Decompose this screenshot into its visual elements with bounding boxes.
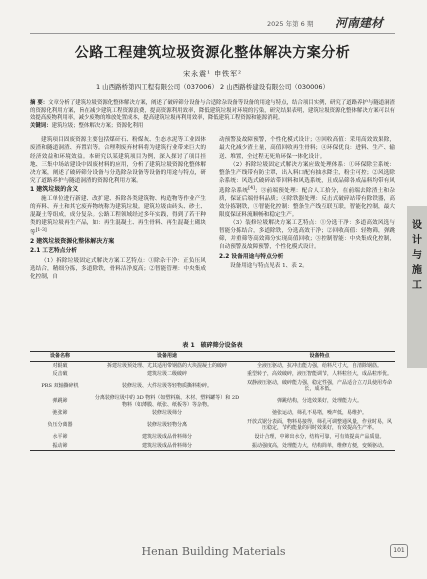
magazine-name: 河南建材 — [335, 16, 384, 30]
cell-name: 水平筛 — [52, 433, 68, 440]
table-row — [30, 370, 395, 379]
cell-feature: 双静液压驱动，破碎能力强，稳定性强，产品适合立刀具使用寿命长，成本低。 — [246, 379, 392, 393]
cell-name: 弹跳筛 — [52, 398, 68, 405]
table-row — [30, 433, 395, 442]
cell-use: 建筑垃圾成品骨料筛分 — [141, 433, 192, 440]
cell-feature: 全液压驱动，抗冲击能力强，给料尺寸大，自清除钢筋。 — [256, 362, 382, 369]
left-column — [30, 136, 206, 280]
right-column — [219, 136, 395, 280]
keywords-label: 关键词： — [30, 122, 52, 129]
definition-text: 施工单位进行新建、改扩建、拆除各类建筑物、构造物等作业产生的弃料、弃土和其它废弃物统称为建筑垃圾。建筑垃圾由砖头、砂土、混凝土等组成，成分复杂。公路工程领域经过多年实践，得到了若干种类的建筑垃圾再生产品，如：再生混凝土、再生骨料、再生混凝土砌块等 — [30, 196, 206, 237]
two-column-body — [30, 136, 395, 280]
abstract — [30, 100, 395, 130]
section-sidebar-tab — [407, 206, 427, 368]
system-text: （2）拆除垃圾固定式解决方案应致处理体系：①环保除尘系统：整条生产线带有防尘罩，出入料口配有抽水降尘，粉尘可控；②风选除杂系统：风选式破碎站带回料和风选系统，且成品筛各成品料均带有风选除杂系统 — [219, 161, 395, 194]
process-paragraph: （1）拆除垃圾固定式解决方案工艺特点：①除杂干净：正负压风选结合，精细分拣，多道除铁，骨料洁净度高；②智能管理：中央集成化控制，自 — [30, 257, 206, 280]
subsection-heading-2-2: 2.2 设备用途与特点分析 — [219, 253, 284, 260]
abstract-text: 文章分析了建筑垃圾资源化整体解决方案，阐述了破碎筛分设备与合适除杂设备等设备的用途与特点，结合项目实例，研究了道路养护与隧道洞渣的资源化利用方案，旨在减少建筑工程资源浪费，提高资源利用效率，降低建筑垃圾对环境的污染，研究结果表明，建筑垃圾资源化整体解决方案可以有效提高废物利用率，减少废物的堆放处置成本，提高建筑垃圾再利用效率，降低建筑工程资源和能源消耗。 — [30, 100, 395, 122]
cell-use: 分离装修垃圾中的 3D 物料（如塑料瓶、木材、塑料罐等）和 2D 物料（如薄膜、纸张、纸板等）等杂物。 — [94, 394, 240, 408]
issue-label: 2025 年第 6 期 — [267, 20, 314, 28]
table-reference: 设备用途与特点见表 1、表 2。 — [230, 262, 308, 269]
decoration-paragraph: （3）装修垃圾解决方案工艺特点：①分选干净：多道高效风选与智能分拣结合，多道除铁，分选高效干净；②回收高值：轻物筛，弹跳筛，并重筛等高效筛分实现高值回收；③控制智能：中央集成化控制，自动预警及故障预警，个性化模式设计。 — [219, 220, 395, 251]
table-row — [30, 409, 395, 418]
table-header-row — [30, 352, 395, 362]
section-heading-1: 1 建筑垃圾的含义 — [30, 185, 79, 193]
cell-use: 装修垃圾轻物分离 — [146, 422, 187, 429]
cell-feature: 振动强度高，处理能力大，结构简单，维修方便，变频驱动。 — [244, 442, 395, 451]
abstract-label: 摘 要： — [30, 100, 49, 106]
table-row — [30, 379, 395, 394]
citation-1-3: [1-3] — [35, 228, 47, 234]
cell-feature: 设计合理，中筛出水分，结构可靠，可有效提高产品质量。 — [254, 433, 385, 440]
subsection-heading-2-1: 2.1 工艺特点分析 — [30, 248, 78, 255]
intro-paragraph: 建筑项目固废资源主要包括煤矸石、粉煤灰、生态水泥等工业固体废渣和隧道洞渣、弃置岩等。合理利废弃材料将为建筑行业带来巨大的经济效益和环境效益。本研究以某建筑项目为例，深入探讨了项目挂地、三集中场站建设中固废材料的应用，分析了建筑垃圾资源化整体解决方案，阐述了破碎筛分设备与分选除杂设备等设备的用途与特点，研究了道路养护与隧道洞渣的资源化利用方案。 — [30, 137, 206, 184]
cell-feature: 弹跳结构，分选效果好，处理能力大。 — [276, 398, 362, 405]
cell-name: 反击破 — [52, 371, 68, 378]
cell-name: 振动筛 — [30, 442, 90, 451]
equipment-table — [30, 351, 395, 451]
article-authors: 宋永震¹ 申铁军² — [183, 70, 242, 78]
header-feature: 设备特点 — [244, 352, 395, 362]
page-footer — [0, 545, 427, 579]
cell-name: 对辊破 — [52, 362, 68, 369]
article-title: 公路工程建筑垃圾资源化整体解决方案分析 — [74, 45, 351, 61]
cell-use: 拆建垃圾预处理、尤其适用带钢筋的大块混凝土的破碎 — [106, 362, 227, 369]
cell-name: 弛张筛 — [52, 410, 68, 417]
cell-feature: 弛张运动，筛孔不易堵，噪声低，易维护。 — [271, 410, 367, 417]
cell-feature: 开放式锯分表面，物料易接得，筛孔可调整通风量，作业时易，风压稳定，节约能量的同时效果好，有效提高生产率。 — [246, 418, 392, 432]
cell-feature: 重型转子，高效破碎，液压智能调节，人料粒径大，成品粒形优。 — [246, 371, 392, 378]
cell-use: 装修垃圾筛分 — [151, 410, 182, 417]
page-header — [0, 0, 427, 34]
header-rule — [30, 33, 395, 34]
sidebar-section-label: 设计与施工 — [412, 220, 422, 291]
cell-use: 装修垃圾、大件垃圾等轻物质撕料粉碎。 — [121, 383, 212, 390]
cell-use: 建筑垃圾二级破碎 — [146, 371, 187, 378]
citation-4: [4] — [248, 185, 255, 191]
section-heading-2: 2 建筑垃圾资源化整体解决方案 — [30, 238, 115, 246]
cell-use: 建筑垃圾成品骨料筛分 — [90, 442, 244, 451]
system-text-cont: ；③前端预处理：配合人工拾分，在前端去除渣土和杂质，保证后端骨料品质；④除铁器处理：反击式破碎站带有除铁器，高效分拣钢铁，⑤智能化控制：整条生产线互联互联，智能化控制，最大限度保证料流顺畅和稳定生产。 — [219, 187, 395, 219]
system-paragraph — [219, 161, 395, 220]
author-affiliations: 1 山西路桥第四工程有限公司（037006） 2 山西路桥建设有限公司（030006） — [95, 83, 330, 91]
continued-paragraph: 动预警及故障预警，个性化模式设计；③回收高值：采用高效效果除，最大化减少渣土量，高值回收再生骨料；④环保优良：进料、生产、输送、堆置，全过程无死角环保一体化设计。 — [219, 137, 395, 160]
keywords-text: 建筑垃圾；整体解决方案；资源化利用 — [51, 122, 144, 129]
table-caption: 表 1 破碎筛分设备表 — [182, 342, 243, 349]
header-use: 设备用途 — [90, 352, 244, 362]
definition-paragraph — [30, 195, 206, 237]
header-name: 设备名称 — [30, 352, 90, 362]
article-body — [30, 36, 395, 281]
page-number: 101 — [390, 544, 408, 558]
table-row — [30, 361, 395, 370]
footer-journal-title: Henan Building Materials — [141, 545, 286, 558]
cell-name: 负压分离器 — [47, 422, 73, 429]
table-row — [30, 394, 395, 409]
table-row — [30, 442, 395, 451]
cell-name: PRS 双轴撕碎机 — [41, 383, 79, 390]
equipment-table-block — [30, 340, 395, 451]
table-row — [30, 418, 395, 433]
